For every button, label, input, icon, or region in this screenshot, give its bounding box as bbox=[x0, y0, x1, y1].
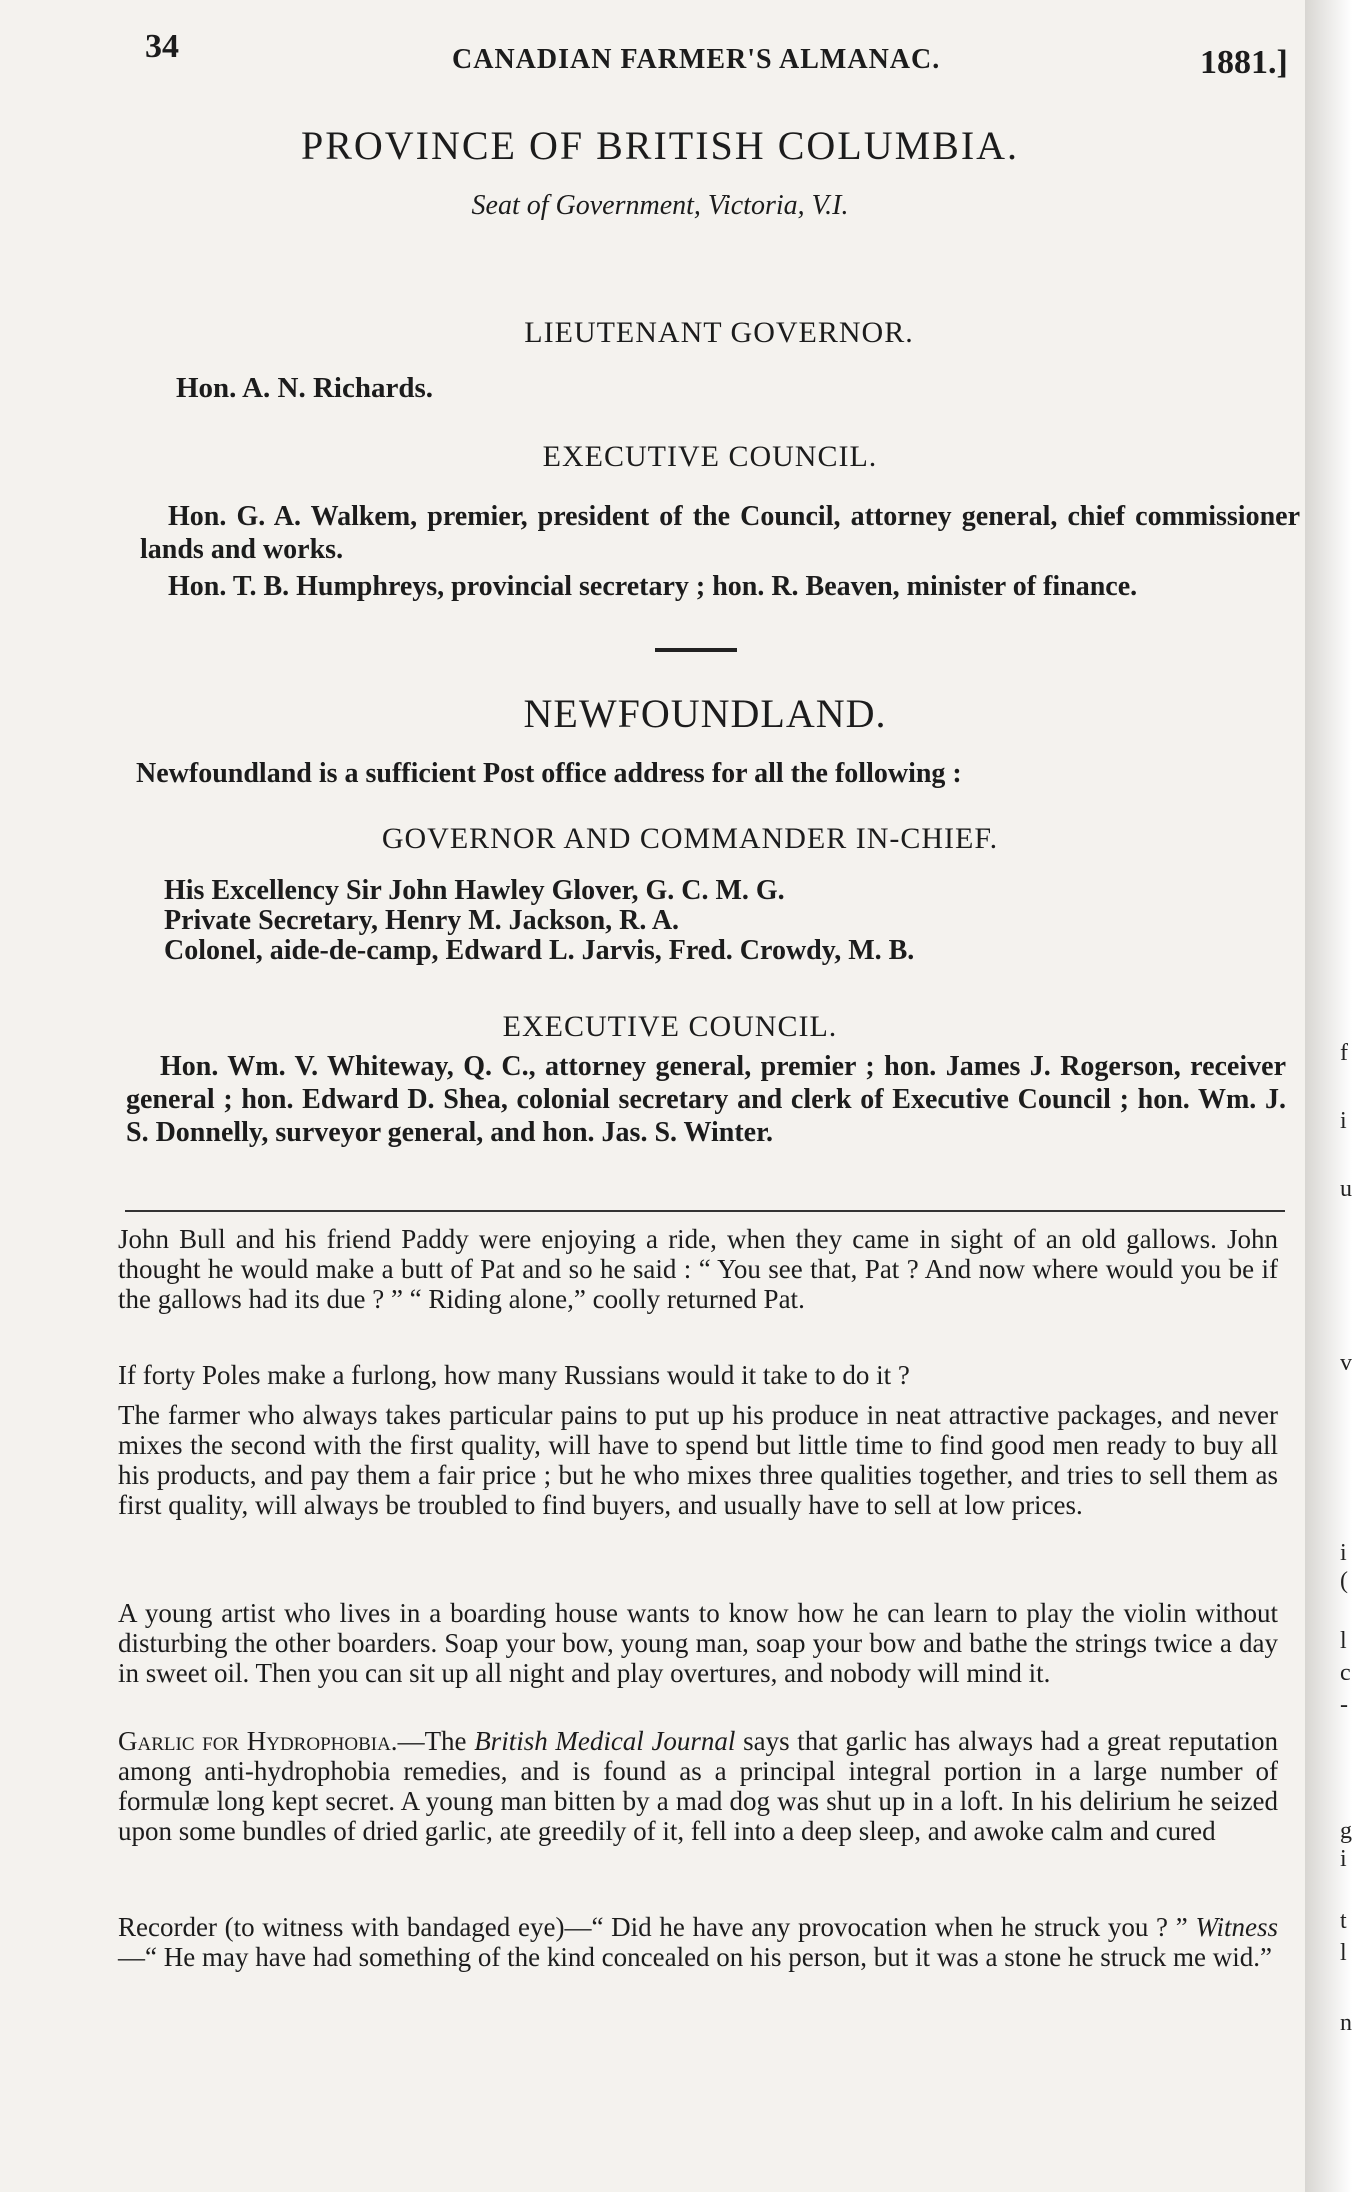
facing-page-fragment: ( bbox=[1340, 1568, 1348, 1594]
newfoundland-subtitle: Newfoundland is a sufficient Post office address for all the following : bbox=[136, 758, 962, 789]
aide-de-camp-line: Colonel, aide-de-camp, Edward L. Jarvis, Fred. Crowdy, M. B. bbox=[164, 935, 915, 966]
anecdote-gallows: John Bull and his friend Paddy were enjoying a ride, when they came in sight of an old gallows. John thought he would make a butt of Pat and so he said : “ You see that, Pat ? And now where would you be if the gallows had its due ? ” “ Riding alone,” coolly returned Pat. bbox=[118, 1224, 1278, 1314]
journal-name: British Medical Journal bbox=[474, 1726, 736, 1756]
page-number: 34 bbox=[145, 28, 179, 65]
lt-governor-name: Hon. A. N. Richards. bbox=[176, 372, 434, 404]
governor-line: His Excellency Sir John Hawley Glover, G. C. M. G. bbox=[164, 875, 785, 906]
lt-governor-heading: LIEUTENANT GOVERNOR. bbox=[524, 316, 914, 349]
facing-page-fragment: c bbox=[1340, 1660, 1351, 1686]
facing-page-fragment: t bbox=[1340, 1908, 1347, 1934]
horizontal-rule bbox=[125, 1210, 1285, 1212]
facing-page-fragment: f bbox=[1340, 1040, 1348, 1066]
facing-page-fragment: - bbox=[1340, 1692, 1348, 1718]
anecdote-farmer: The farmer who always takes particular pains to put up his produce in neat attractive packages, and never mixes the second with the first quality, will have to spend but little time to find good men ready to buy all his products, and pay them a fair price ; but he who mixes three qualities together, and tries to sell them as first quality, will always be troubled to find buyers, and usually have to sell at low prices. bbox=[118, 1400, 1278, 1520]
section-divider bbox=[655, 648, 737, 652]
witness-label: Witness bbox=[1195, 1912, 1278, 1942]
facing-page-fragment: i bbox=[1340, 1108, 1347, 1134]
bc-executive-text: Hon. G. A. Walkem, premier, president of the Council, attorney general, chief commissioner lands and works. bbox=[140, 501, 1300, 565]
facing-page-fragment: l bbox=[1340, 1628, 1347, 1654]
anecdote-violin: A young artist who lives in a boarding house wants to know how he can learn to play the violin without disturbing the other boarders. Soap your bow, young man, soap your bow and bathe the strings twice a day in sweet oil. Then you can sit up all night and play overtures, and nobody will mind it. bbox=[118, 1598, 1278, 1688]
province-title: PROVINCE OF BRITISH COLUMBIA. bbox=[300, 123, 1020, 168]
garlic-heading: Garlic for Hydrophobia. bbox=[118, 1726, 398, 1756]
facing-page-fragment: n bbox=[1340, 2010, 1352, 2036]
bc-executive-heading: EXECUTIVE COUNCIL. bbox=[542, 440, 878, 473]
governor-heading: GOVERNOR AND COMMANDER IN-CHIEF. bbox=[381, 822, 999, 855]
facing-page-fragment: u bbox=[1340, 1176, 1352, 1202]
secretary-line: Private Secretary, Henry M. Jackson, R. A. bbox=[164, 905, 680, 936]
newfoundland-title: NEWFOUNDLAND. bbox=[523, 691, 887, 736]
governor-list bbox=[164, 876, 914, 966]
nf-executive-heading: EXECUTIVE COUNCIL. bbox=[502, 1010, 838, 1043]
facing-page-fragment: i bbox=[1340, 1540, 1347, 1566]
facing-page-fragment: l bbox=[1340, 1940, 1347, 1966]
anecdote-garlic: Garlic for Hydrophobia.—The British Medical Journal says that garlic has always had a great reputation among anti-hydrophobia remedies, and is found as a principal integral portion in a large number of formulæ long kept secret. A young man bitten by a mad dog was shut up in a loft. In his delirium he seized upon some bundles of dried garlic, ate greedily of it, fell into a deep sleep, and awoke calm and cured bbox=[118, 1726, 1278, 1846]
facing-page-fragment: i bbox=[1340, 1846, 1347, 1872]
running-title: CANADIAN FARMER'S ALMANAC. bbox=[452, 44, 941, 75]
anecdote-recorder: Recorder (to witness with bandaged eye)—“ Did he have any provocation when he struck you ? ” Witness—“ He may have had something of the kind concealed on his person, but it was a stone he struck me wid.” bbox=[118, 1912, 1278, 1972]
page-year: 1881.] bbox=[1200, 44, 1288, 81]
anecdote-poles: If forty Poles make a furlong, how many Russians would it take to do it ? bbox=[118, 1360, 910, 1390]
bc-executive-text-2: Hon. T. B. Humphreys, provincial secretary ; hon. R. Beaven, minister of finance. bbox=[168, 571, 1138, 602]
seat-of-government: Seat of Government, Victoria, V.I. bbox=[471, 190, 849, 221]
facing-page-fragment: g bbox=[1340, 1818, 1352, 1844]
nf-executive-text: Hon. Wm. V. Whiteway, Q. C., attorney general, premier ; hon. James J. Rogerson, receiver general ; hon. Edward D. Shea, colonial secretary and clerk of Executive Council ; hon. Wm. J. S. Donnelly, surveyor general, and hon. Jas. S. Winter. bbox=[126, 1051, 1286, 1148]
facing-page-fragment: v bbox=[1340, 1350, 1352, 1376]
